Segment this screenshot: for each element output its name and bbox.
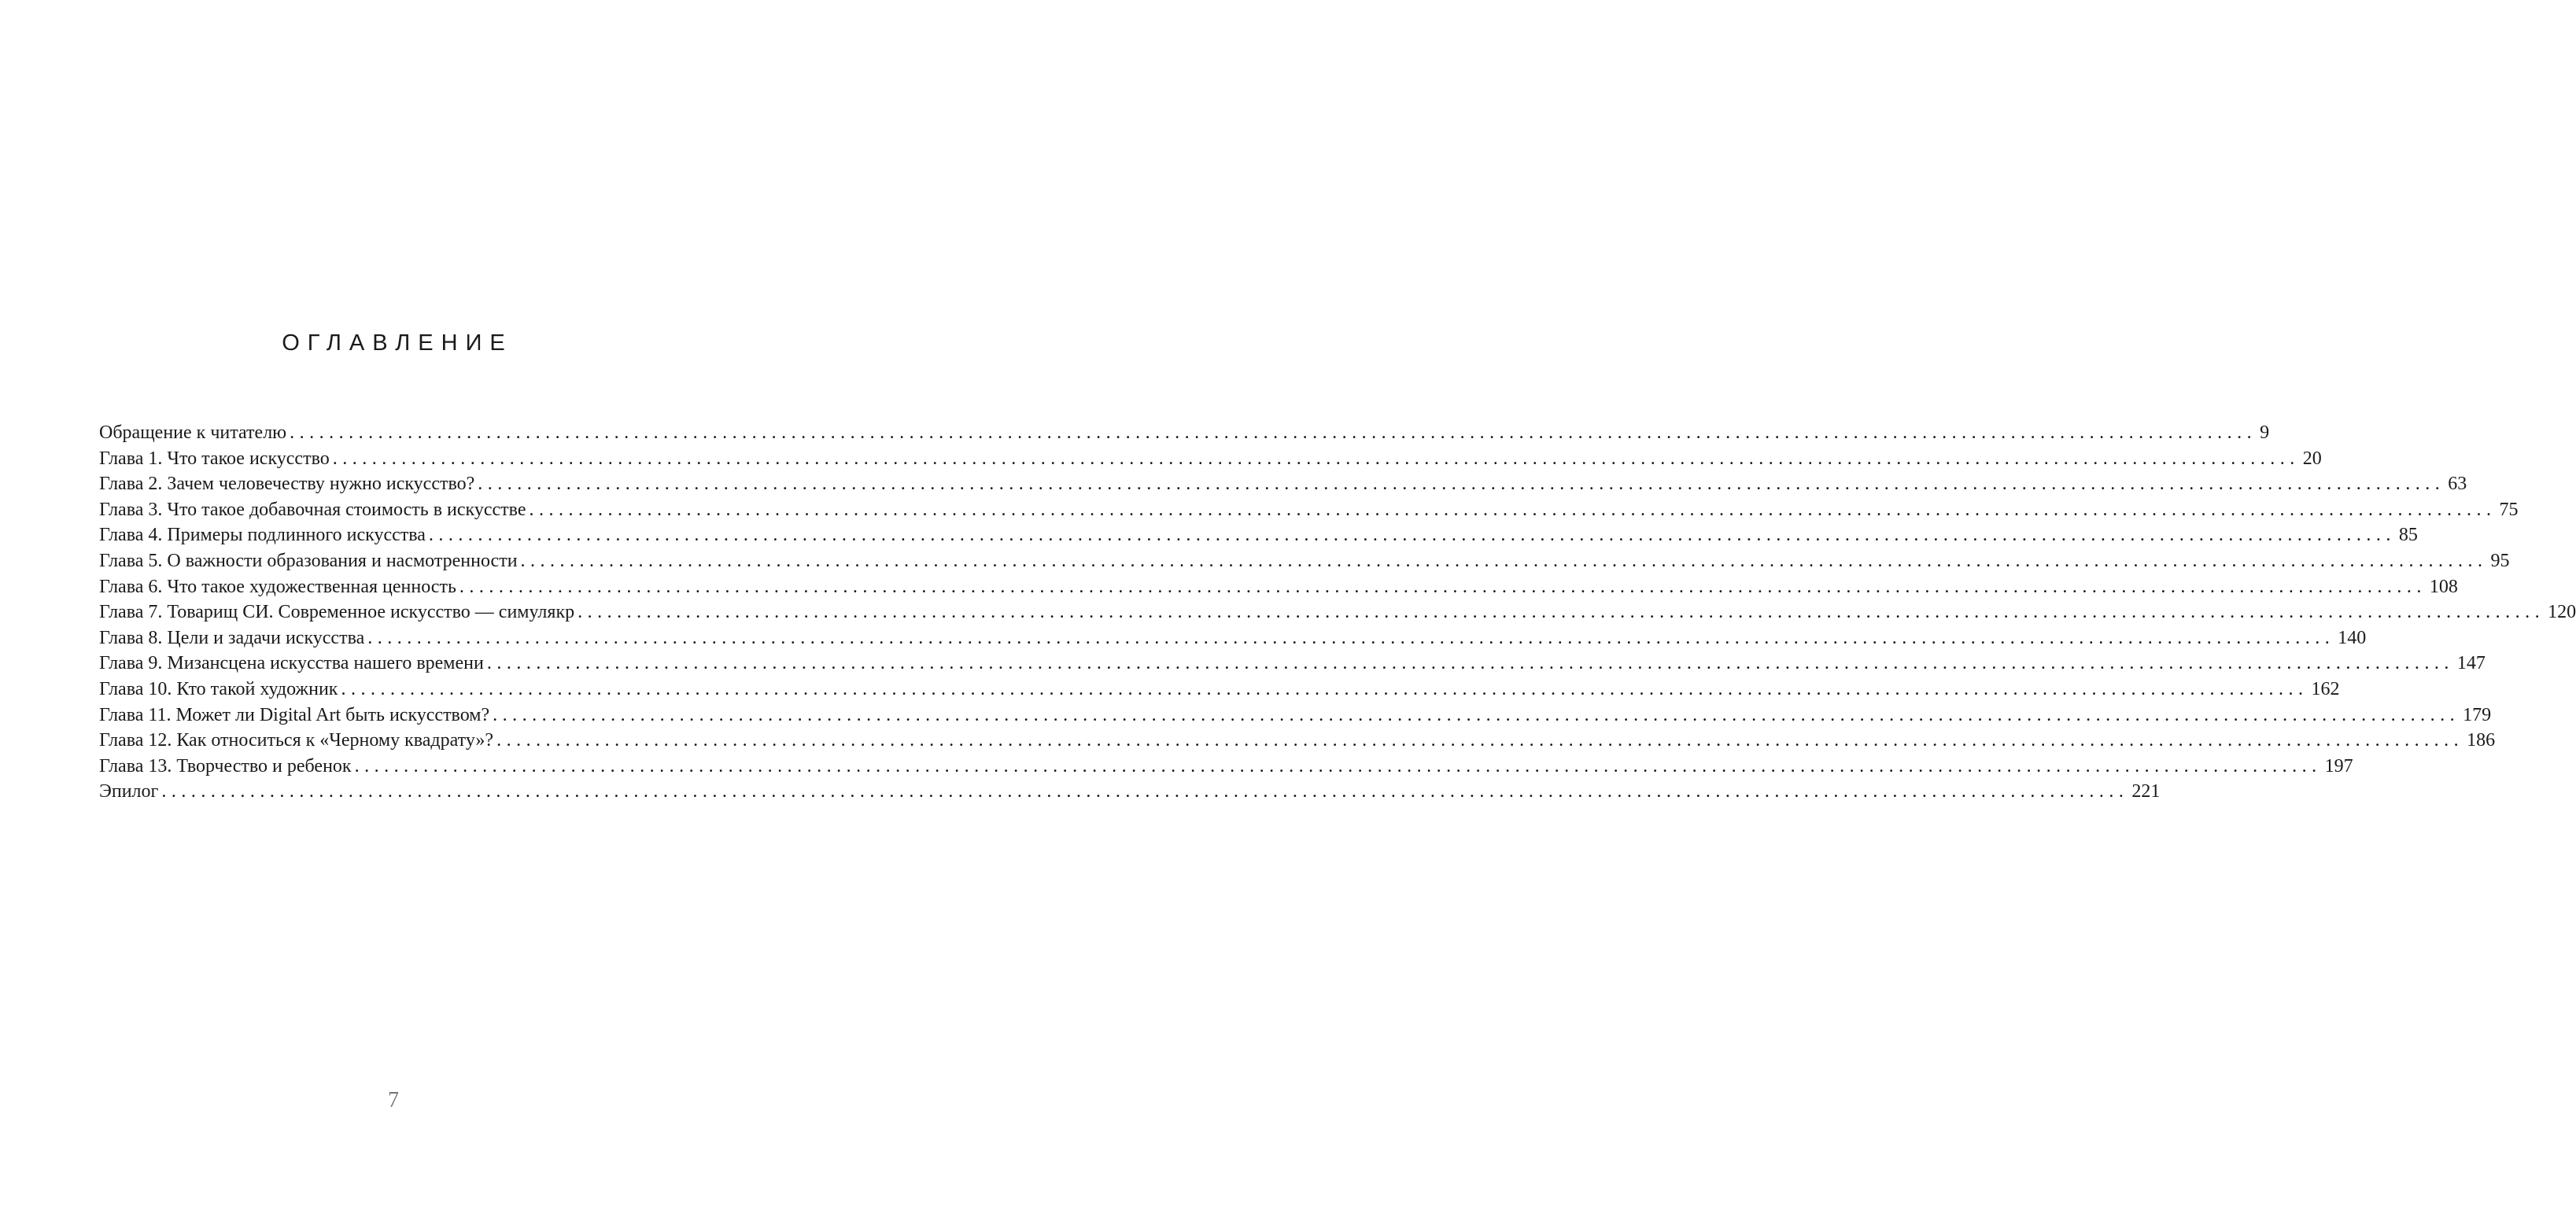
toc-entry[interactable] bbox=[99, 497, 2519, 523]
dot-leader: ........................................................................................................................................................................................................ bbox=[578, 602, 2545, 623]
toc-entry-page: 221 bbox=[2131, 781, 2161, 802]
toc-entry-title: Глава 10. Кто такой художник bbox=[99, 678, 338, 699]
table-of-contents bbox=[99, 420, 2576, 805]
toc-entry[interactable] bbox=[99, 574, 2458, 600]
toc-entry[interactable] bbox=[99, 625, 2367, 651]
toc-entry-page: 179 bbox=[2463, 704, 2492, 725]
toc-entry[interactable] bbox=[99, 651, 2486, 677]
toc-entry[interactable] bbox=[99, 703, 2492, 729]
dot-leader: ........................................................................................................................................................................................................ bbox=[332, 448, 2300, 469]
toc-entry-title: Глава 5. О важности образования и насмотренности bbox=[99, 550, 518, 571]
toc-entry[interactable] bbox=[99, 599, 2576, 625]
dot-leader: ........................................................................................................................................................................................................ bbox=[367, 627, 2335, 648]
toc-entry[interactable] bbox=[99, 754, 2353, 780]
toc-entry-page: 197 bbox=[2324, 755, 2353, 776]
toc-entry-page: 147 bbox=[2456, 653, 2486, 674]
dot-leader: ........................................................................................................................................................................................................ bbox=[478, 474, 2445, 495]
toc-entry-page: 9 bbox=[2260, 422, 2270, 443]
toc-entry-title: Глава 1. Что такое искусство bbox=[99, 448, 330, 469]
dot-leader: ........................................................................................................................................................................................................ bbox=[496, 730, 2464, 751]
toc-entry[interactable] bbox=[99, 522, 2418, 548]
toc-entry-page: 20 bbox=[2302, 448, 2322, 469]
toc-entry-title: Глава 11. Может ли Digital Art быть искусством? bbox=[99, 704, 490, 725]
dot-leader: ........................................................................................................................................................................................................ bbox=[486, 653, 2454, 674]
toc-entry-title: Глава 7. Товарищ СИ. Современное искусство — симулякр bbox=[99, 602, 575, 623]
dot-leader: ........................................................................................................................................................................................................ bbox=[428, 525, 2396, 546]
toc-entry-title: Глава 6. Что такое художественная ценность bbox=[99, 576, 456, 597]
toc-entry-page: 108 bbox=[2429, 576, 2458, 597]
toc-entry[interactable] bbox=[99, 779, 2161, 805]
dot-leader: ........................................................................................................................................................................................................ bbox=[354, 755, 2322, 776]
toc-entry-title: Глава 12. Как относиться к «Черному квадрату»? bbox=[99, 730, 494, 751]
dot-leader: ........................................................................................................................................................................................................ bbox=[493, 704, 2460, 725]
toc-entry[interactable] bbox=[99, 420, 2270, 446]
dot-leader: ........................................................................................................................................................................................................ bbox=[529, 499, 2497, 520]
toc-entry-page: 186 bbox=[2467, 730, 2496, 751]
dot-leader: ........................................................................................................................................................................................................ bbox=[161, 781, 2129, 802]
toc-entry-page: 140 bbox=[2338, 627, 2367, 648]
toc-entry-title: Обращение к читателю bbox=[99, 422, 287, 443]
toc-entry-title: Глава 8. Цели и задачи искусства bbox=[99, 627, 365, 648]
toc-entry-title: Эпилог bbox=[99, 781, 159, 802]
toc-entry-page: 85 bbox=[2398, 525, 2418, 546]
toc-entry[interactable] bbox=[99, 446, 2322, 472]
toc-entry-page: 75 bbox=[2499, 499, 2519, 520]
dot-leader: ........................................................................................................................................................................................................ bbox=[341, 678, 2308, 699]
toc-entry-title: Глава 4. Примеры подлинного искусства bbox=[99, 525, 426, 546]
toc-entry-page: 162 bbox=[2311, 678, 2340, 699]
toc-entry-title: Глава 9. Мизансцена искусства нашего времени bbox=[99, 653, 484, 674]
toc-entry-title: Глава 13. Творчество и ребенок bbox=[99, 755, 352, 776]
toc-entry-page: 63 bbox=[2448, 474, 2467, 495]
toc-entry-title: Глава 3. Что такое добавочная стоимость в искусстве bbox=[99, 499, 526, 520]
toc-entry-page: 120 bbox=[2548, 602, 2576, 623]
page-number: 7 bbox=[388, 1088, 399, 1112]
toc-entry[interactable] bbox=[99, 471, 2467, 497]
toc-entry[interactable] bbox=[99, 677, 2340, 703]
dot-leader: ........................................................................................................................................................................................................ bbox=[290, 422, 2257, 443]
toc-entry[interactable] bbox=[99, 548, 2510, 574]
toc-entry-title: Глава 2. Зачем человечеству нужно искусство? bbox=[99, 474, 475, 495]
toc-entry-page: 95 bbox=[2490, 550, 2510, 571]
toc-entry[interactable] bbox=[99, 728, 2496, 754]
page-title: ОГЛАВЛЕНИЕ bbox=[282, 330, 513, 356]
dot-leader: ........................................................................................................................................................................................................ bbox=[459, 576, 2427, 597]
dot-leader: ........................................................................................................................................................................................................ bbox=[520, 550, 2488, 571]
